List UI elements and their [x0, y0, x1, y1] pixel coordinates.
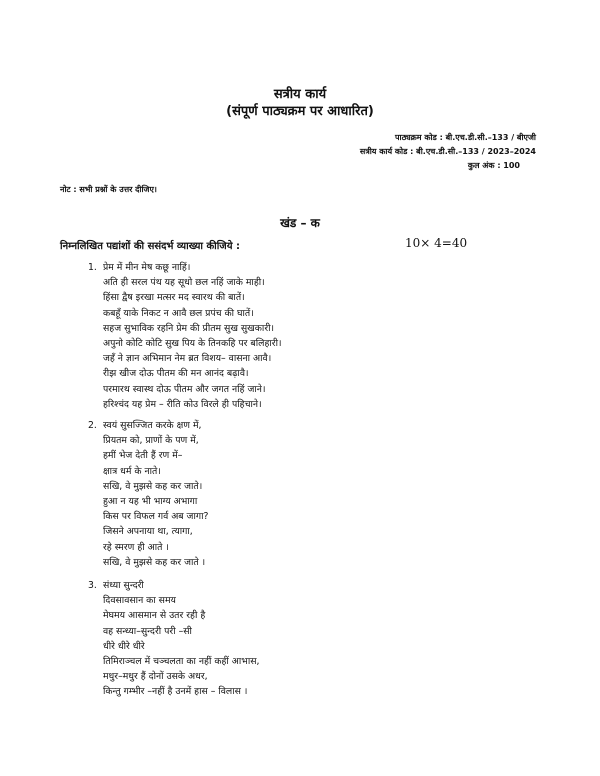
note: नोट : सभी प्रश्नों के उत्तर दीजिए।: [60, 185, 157, 194]
instruction: निम्नलिखित पद्यांशों की ससंदर्भ व्याख्या कीजिये :: [60, 241, 241, 252]
verse-line: सखि, वे मुझसे कह कर जाते ।: [103, 556, 206, 568]
verse-line: कबहूँ याके निकट न आवै छल प्रपंच की घातें।: [103, 307, 254, 319]
verse-line: सहज सुभाविक रहनि प्रेम की प्रीतम सुख सुखकारी।: [103, 322, 275, 334]
verse-line: रहे स्मरण ही आते ।: [103, 541, 169, 553]
verse-line: परमारथ स्वास्थ दोऊ पीतम और जगत नहिं जाने।: [103, 383, 266, 395]
verse-line: हिंसा द्वैष इरखा मत्सर मद स्वारथ की बातें।: [103, 292, 245, 304]
question-number: 2.: [88, 420, 97, 431]
verse-line: दिवसावसान का समय: [103, 595, 176, 607]
question-number: 1.: [88, 262, 97, 273]
verse-line: मधुर–मधुर हैं दोनों उसके अधर,: [103, 671, 208, 683]
marks-scheme: 10× 4=40: [405, 236, 468, 250]
verse-line: अपुनो कोटि कोटि सुख पिय के तिनकहि पर बलिहारी।: [103, 338, 282, 350]
question-3: [88, 578, 259, 700]
verse-line: रीझ खीज दोऊ पीतम की मन आनंद बढ़ावै।: [103, 368, 249, 380]
page-subtitle: (संपूर्ण पाठ्यक्रम पर आधारित): [226, 104, 374, 119]
verse-line: हरिश्चंद यह प्रेम – रीति कोउ विरले ही पहिचाने।: [103, 398, 262, 410]
verse-line: क्षात्र धर्म के नाते।: [103, 465, 161, 477]
verse-line: वह सन्ध्या–सुन्दरी परी –सी: [103, 625, 192, 637]
question-number: 3.: [88, 580, 97, 591]
verse-line: हुआ न यह भी भाग्य अभागा: [103, 496, 198, 508]
verse-line: तिमिराञ्चल में चञ्चलता का नहीं कहीं आभास,: [103, 656, 260, 668]
verse-line: किन्तु गम्भीर –नहीं है उनमें हास – विलास ।: [103, 686, 248, 698]
section-title: खंड – क: [280, 216, 320, 230]
verse-line: प्रेम में मीन मेष कछू नाहिं।: [103, 262, 191, 273]
course-code: पाठ्यक्रम कोड : बी.एच.डी.सी.–133 / बीएजी: [394, 133, 536, 142]
verse-line: सखि, वे मुझसे कह कर जाते।: [103, 480, 203, 492]
verse-line: हमीं भेज देती हैं रण में–: [103, 450, 183, 462]
page-title: सत्रीय कार्य: [273, 87, 327, 102]
verse-line: धीरे धीरे धीरे: [103, 640, 145, 652]
verse-line: जहँ ने ज्ञान अभिमान नेम ब्रत विशय– वासना आवै।: [103, 353, 272, 365]
verse-line: जिसने अपनाया था, त्यागा,: [103, 526, 193, 538]
total-marks: कुल अंक : 100: [467, 161, 520, 170]
verse-line: स्वयं सुसज्जित करके क्षण में,: [103, 420, 202, 431]
verse-line: किस पर विफल गर्व अब जागा?: [103, 511, 209, 523]
verse-line: संध्या सुन्दरी: [103, 580, 144, 591]
verse-line: अति ही सरल पंथ यह सूधो छल नहिं जाके माही।: [103, 277, 265, 289]
question-1: [88, 260, 282, 412]
question-2: [88, 418, 208, 570]
assignment-code: सत्रीय कार्य कोड : बी.एच.डी.सी.–133 / 2023–2024: [359, 147, 536, 156]
verse-line: मेघमय आसमान से उतर रही है: [103, 610, 206, 622]
verse-line: प्रियतम को, प्राणों के पण में,: [103, 435, 199, 447]
